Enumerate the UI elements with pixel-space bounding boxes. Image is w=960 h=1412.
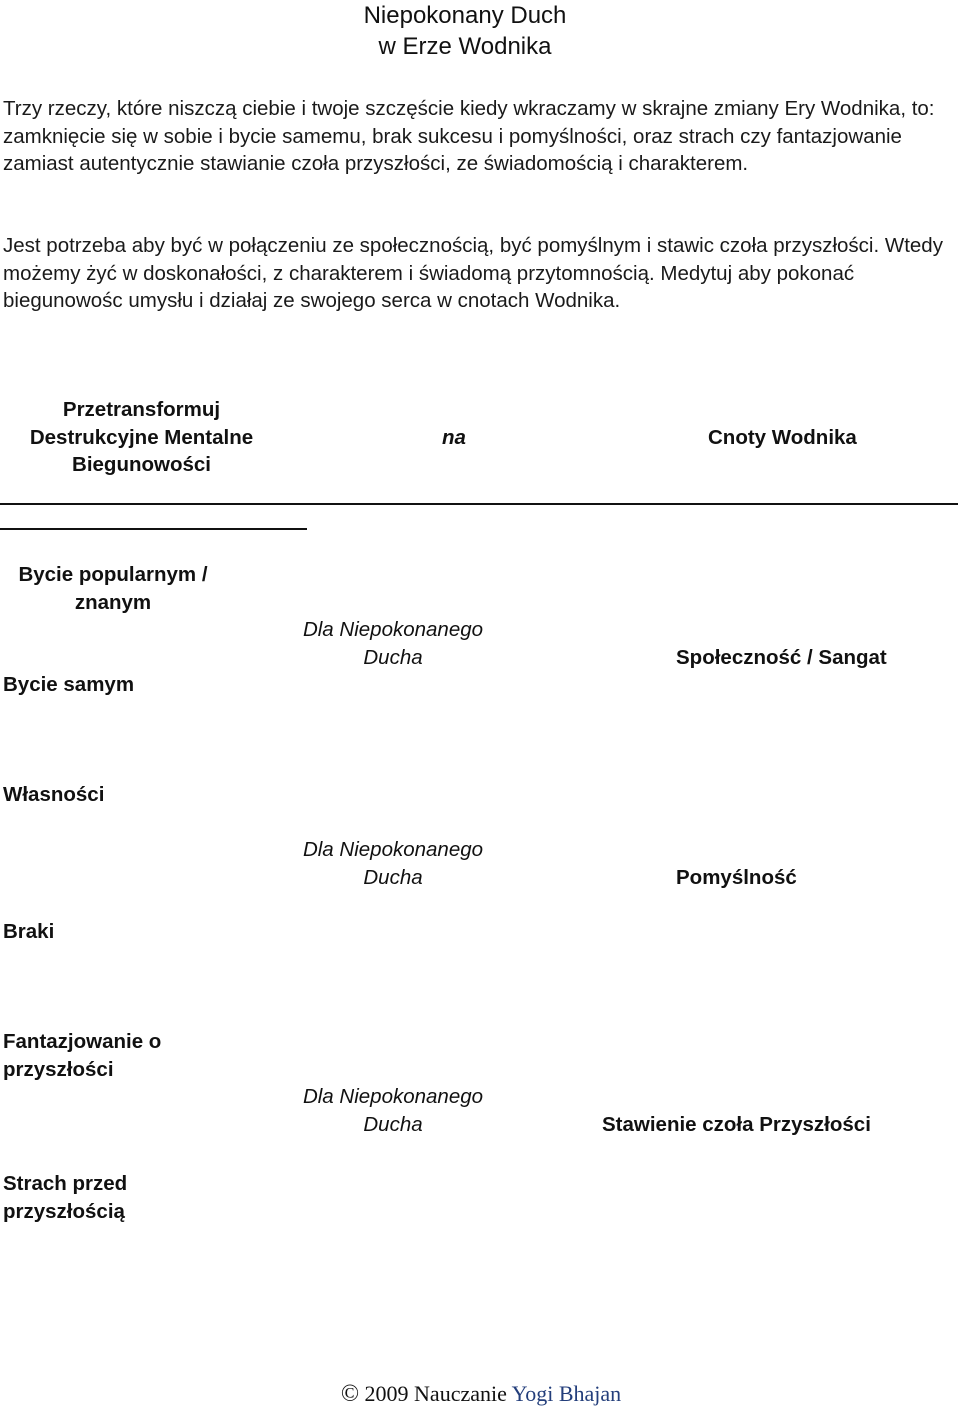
document-title-line-1: Niepokonany Duch bbox=[363, 2, 567, 29]
row-3-transformer: Dla Niepokonanego Ducha bbox=[302, 1085, 484, 1136]
table-header-right: Cnoty Wodnika bbox=[708, 426, 857, 449]
copyright-footer bbox=[0, 1380, 960, 1408]
table-header-middle: na bbox=[442, 426, 466, 449]
row-2-virtue: Pomyślność bbox=[676, 866, 797, 889]
intro-paragraph-1: Trzy rzeczy, które niszczą ciebie i twoje szczęście kiedy wkraczamy w skrajne zmiany Ery Wodnika, to: zamknięcie się w sobie i bycie samemu, brak sukcesu i pomyślności, oraz strach czy fantazjowanie zamiast autentycznie stawianie czoła przyszłości, ze świadomością i charakterem. bbox=[3, 97, 935, 175]
intro-paragraph-2: Jest potrzeba aby być w połączeniu ze społecznością, być pomyślnym i stawic czoła przyszłości. Wtedy możemy żyć w doskonałości, z charakterem i świadomą przytomnością. Medytuj aby pokonać biegunowośc umysłu i działaj ze swojego serca w cnotach Wodnika. bbox=[3, 234, 943, 312]
footer-author: Yogi Bhajan bbox=[511, 1381, 622, 1406]
row-2-transformer: Dla Niepokonanego Ducha bbox=[302, 838, 484, 889]
row-2-polarity-top: Własności bbox=[3, 783, 105, 806]
document-title-line-2: w Erze Wodnika bbox=[378, 33, 552, 60]
footer-year: 2009 bbox=[364, 1381, 409, 1406]
row-3-virtue: Stawienie czoła Przyszłości bbox=[602, 1113, 871, 1136]
copyright-icon: © bbox=[340, 1381, 360, 1407]
row-1-polarity-top: Bycie popularnym / znanym bbox=[18, 563, 208, 614]
row-1-polarity-bottom: Bycie samym bbox=[3, 673, 135, 696]
table-header-left: Przetransformuj Destrukcyjne Mentalne Biegunowości bbox=[29, 398, 254, 476]
header-divider-short bbox=[0, 528, 307, 530]
footer-label: Nauczanie bbox=[414, 1381, 507, 1406]
row-3-polarity-top: Fantazjowanie o przyszłości bbox=[3, 1030, 162, 1081]
row-1-transformer: Dla Niepokonanego Ducha bbox=[302, 618, 484, 669]
row-3-polarity-bottom: Strach przed przyszłością bbox=[3, 1172, 128, 1223]
row-1-virtue: Społeczność / Sangat bbox=[676, 646, 887, 669]
header-divider-long bbox=[0, 503, 958, 505]
row-2-polarity-bottom: Braki bbox=[3, 920, 55, 943]
